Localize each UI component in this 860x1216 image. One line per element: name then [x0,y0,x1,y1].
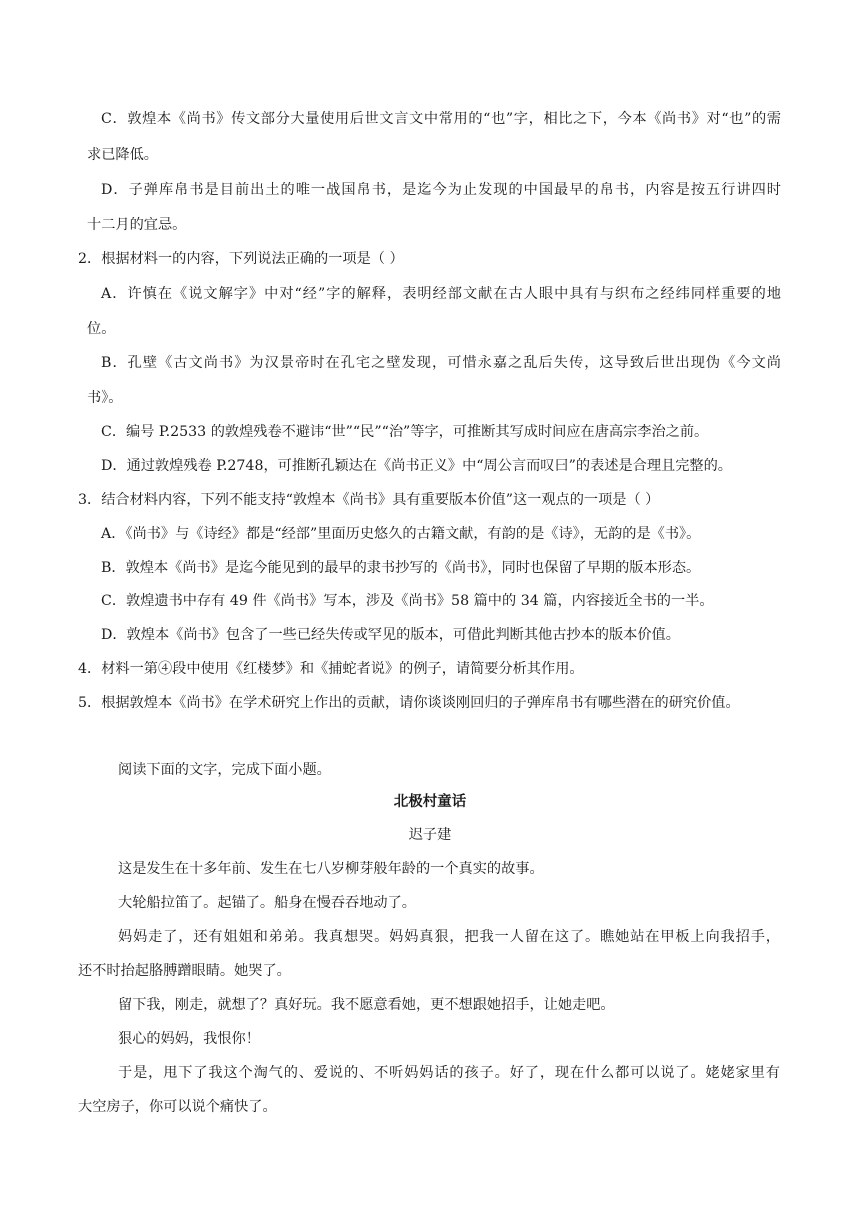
q2-option-a-line1 [101,283,781,303]
story-paragraph-3-text1: 妈妈走了，还有姐姐和弟弟。我真想哭。妈妈真狠，把我一人留在这了。瞧她站在甲板上向我招手， [118,929,780,945]
q3-stem: 3．结合材料内容，下列不能支持“敦煌本《尚书》具有重要版本价值”这一观点的一项是（ ） [78,492,660,508]
story-paragraph-6-line1 [118,1062,780,1082]
q3-option-d: D．敦煌本《尚书》包含了一些已经失传或罕见的版本，可借此判断其他古抄本的版本价值。 [101,627,680,643]
story-paragraph-5: 狠心的妈妈，我恨你！ [118,1031,260,1047]
story-author: 迟子建 [408,827,452,843]
story-paragraph-4: 留下我，刚走，就想了？真好玩。我不愿意看她，更不想跟她招手，让她走吧。 [118,997,615,1013]
q2-option-a-text1: A．许慎在《说文解字》中对“经”字的解释，表明经部文献在古人眼中具有与织布之经纬同样重要的地 [101,286,781,302]
q2-option-b-line1 [101,352,781,372]
q1-option-c-line1 [101,108,781,128]
q2-stem: 2．根据材料一的内容，下列说法正确的一项是（ ） [78,251,404,267]
q3-option-a: A．《尚书》与《诗经》都是“经部”里面历史悠久的古籍文献，有韵的是《诗》，无韵的是《书》。 [101,526,701,542]
story-paragraph-6-text1: 于是，甩下了我这个淘气的、爱说的、不听妈妈话的孩子。好了，现在什么都可以说了。姥姥家里有 [118,1065,780,1081]
reading-instruction: 阅读下面的文字，完成下面小题。 [118,762,331,778]
q1-option-d-line1 [101,179,781,199]
q1-option-d-text1: D．子弹库帛书是目前出土的唯一战国帛书，是迄今为止发现的中国最早的帛书，内容是按五行讲四时 [101,182,781,198]
q5-stem: 5．根据敦煌本《尚书》在学术研究上作出的贡献，请你谈谈刚回归的子弹库帛书有哪些潜在的研究价值。 [78,695,740,711]
q2-option-b-line2: 书》。 [87,390,123,406]
story-title: 北极村童话 [393,794,467,810]
q4-stem: 4．材料一第④段中使用《红楼梦》和《捕蛇者说》的例子，请简要分析其作用。 [78,661,584,677]
q1-option-c-line2: 求已降低。 [87,147,158,163]
story-paragraph-2: 大轮船拉笛了。起锚了。船身在慢吞吞地动了。 [118,895,416,911]
q1-option-c-text1: C．敦煌本《尚书》传文部分大量使用后世文言文中常用的“也”字，相比之下，今本《尚书》对“也”的需 [101,111,781,127]
story-paragraph-3-line2: 还不时抬起胳膊蹭眼睛。她哭了。 [78,963,291,979]
q1-option-d-line2: 十二月的宜忌。 [87,217,187,233]
story-paragraph-3-line1 [118,926,780,946]
q3-option-b: B．敦煌本《尚书》是迄今能见到的最早的隶书抄写的《尚书》，同时也保留了早期的版本形态。 [101,560,701,576]
q3-option-c: C．敦煌遗书中存有 49 件《尚书》写本，涉及《尚书》58 篇中的 34 篇，内容接近全书的一半。 [101,593,714,609]
story-paragraph-1: 这是发生在十多年前、发生在七八岁柳芽般年龄的一个真实的故事。 [118,861,544,877]
q2-option-d: D．通过敦煌残卷 P.2748，可推断孔颖达在《尚书正义》中“周公言而叹曰”的表述是合理且完整的。 [101,458,732,474]
q2-option-c: C．编号 P.2533 的敦煌残卷不避讳“世”“民”“治”等字，可推断其写成时间应在唐高宗李治之前。 [101,424,709,440]
story-paragraph-6-line2: 大空房子，你可以说个痛快了。 [78,1099,277,1115]
q2-option-b-text1: B．孔壁《古文尚书》为汉景帝时在孔宅之壁发现，可惜永嘉之乱后失传，这导致后世出现伪《今文尚 [101,355,781,371]
q2-option-a-line2: 位。 [87,321,116,337]
